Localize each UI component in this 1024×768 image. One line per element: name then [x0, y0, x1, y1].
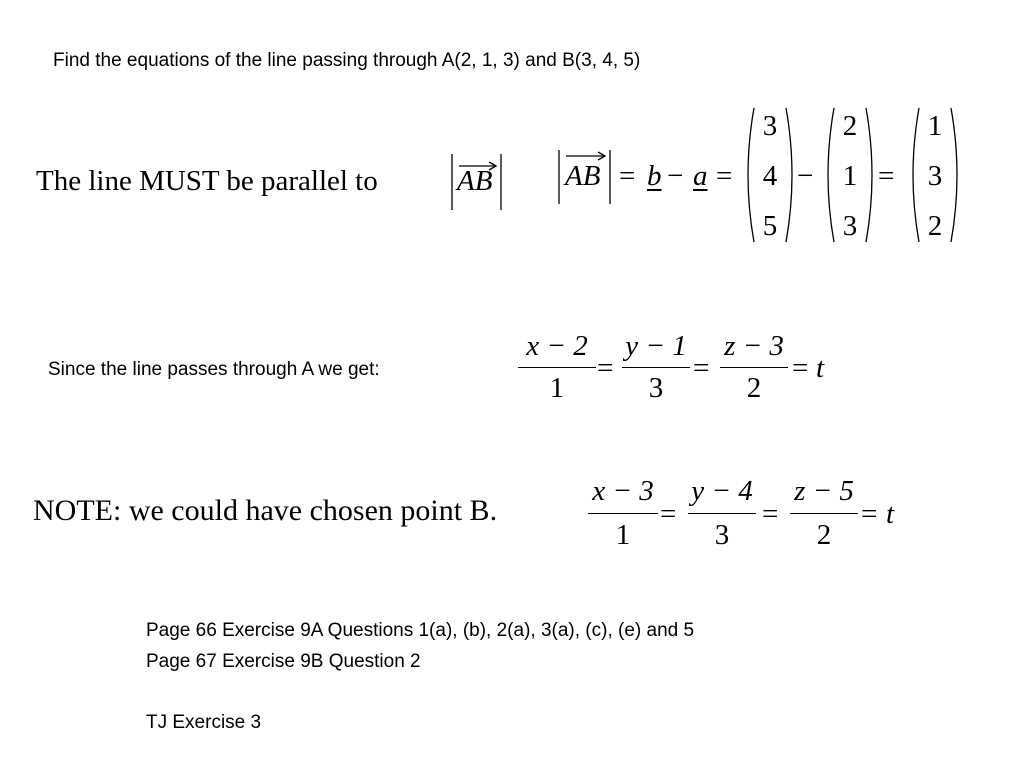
- denominator: 3: [714, 519, 730, 551]
- denominator: 1: [615, 519, 631, 551]
- vector-ab-label: AB: [565, 160, 601, 192]
- vector-entry: 4: [762, 160, 778, 192]
- parameter-t: t: [886, 498, 895, 530]
- parameter-t: t: [816, 352, 825, 384]
- denominator: 1: [549, 372, 565, 404]
- vector-entry: 3: [842, 210, 858, 242]
- vector-entry: 5: [762, 210, 778, 242]
- vector-entry: 1: [842, 160, 858, 192]
- vector-entry: 2: [927, 210, 943, 242]
- page-title: Find the equations of the line passing through A(2, 1, 3) and B(3, 4, 5): [53, 50, 641, 71]
- equals-sign: =: [660, 498, 677, 530]
- equals-sign: =: [878, 160, 895, 192]
- numerator: z − 3: [724, 330, 784, 362]
- fraction: [720, 330, 788, 410]
- equals-sign: =: [792, 352, 809, 384]
- column-vector-b: [752, 104, 788, 246]
- fraction: [688, 475, 756, 555]
- vector-a: a: [693, 160, 708, 192]
- equals-sign: =: [861, 498, 878, 530]
- note-statement: NOTE: we could have chosen point B.: [33, 494, 498, 527]
- column-vector-result: [917, 104, 953, 246]
- minus-sign: −: [667, 160, 684, 192]
- denominator: 3: [648, 372, 664, 404]
- column-vector-a: [832, 104, 868, 246]
- through-a-statement: Since the line passes through A we get:: [48, 359, 380, 380]
- vector-entry: 2: [842, 110, 858, 142]
- numerator: y − 1: [625, 330, 687, 362]
- fraction: [790, 475, 858, 555]
- exercise-line: Page 66 Exercise 9A Questions 1(a), (b), 2(a), 3(a), (c), (e) and 5: [146, 620, 695, 641]
- vector-b: b: [647, 160, 662, 192]
- vector-entry: 3: [927, 160, 943, 192]
- denominator: 2: [746, 372, 762, 404]
- exercise-line: TJ Exercise 3: [146, 712, 262, 733]
- vector-entry: 1: [927, 110, 943, 142]
- equals-sign: =: [693, 352, 710, 384]
- equals-sign: =: [619, 160, 636, 192]
- numerator: z − 5: [794, 475, 854, 507]
- numerator: x − 3: [592, 475, 654, 507]
- minus-sign: −: [797, 160, 814, 192]
- vector-entry: 3: [762, 110, 778, 142]
- numerator: x − 2: [526, 330, 588, 362]
- fraction: [518, 330, 596, 410]
- equals-sign: =: [716, 160, 733, 192]
- fraction: [588, 475, 658, 555]
- equals-sign: =: [597, 352, 614, 384]
- fraction: [622, 330, 690, 410]
- parallel-statement: The line MUST be parallel to: [36, 165, 378, 197]
- vector-ab-label: AB: [457, 165, 493, 197]
- numerator: y − 4: [691, 475, 753, 507]
- exercise-line: Page 67 Exercise 9B Question 2: [146, 651, 421, 672]
- equals-sign: =: [762, 498, 779, 530]
- denominator: 2: [816, 519, 832, 551]
